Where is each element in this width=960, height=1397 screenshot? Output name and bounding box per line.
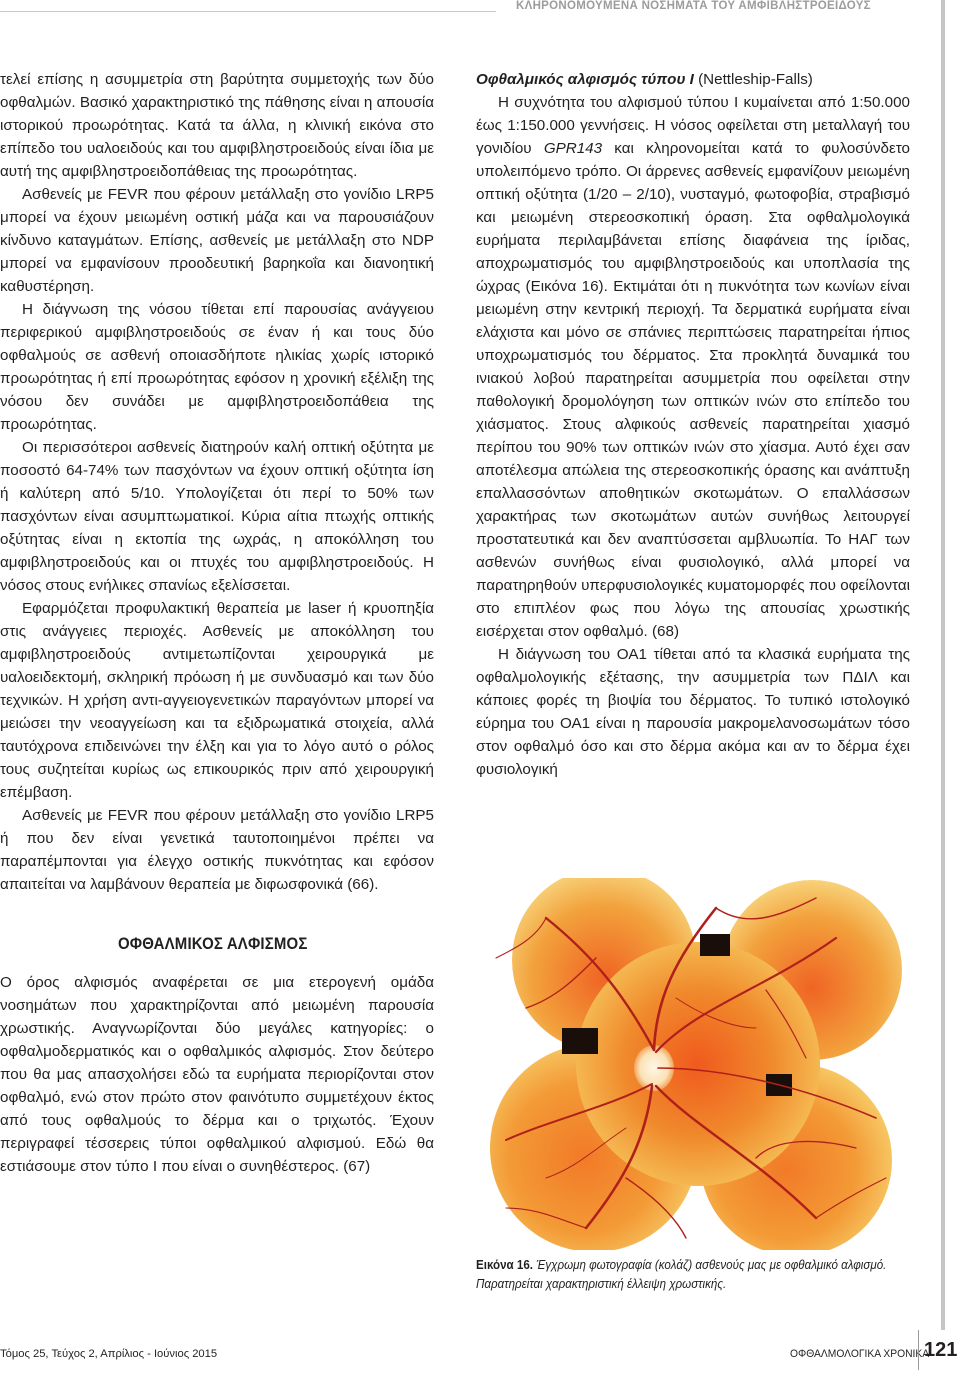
figure-label: Εικόνα 16.	[476, 1258, 533, 1272]
paragraph: Ο όρος αλφισμός αναφέρεται σε μια ετερογενή ομάδα νοσημάτων που χαρακτηρίζονται από μειωμένη παρουσία χρωστικής. Αναγνωρίζονται δύο μεγάλες κατηγορίες: ο οφθαλμοδερματικός και ο οφθαλμικός αλφισμός. Στον δεύτερο που θα μας απασχολήσει εδώ τα ευρήματα περιορίζονται στον οφθαλμό, ενώ στον πρώτο στον φαινότυπο συμμετέχουν έκτος από τους οφθαλμούς το δέρμα και ο τριχωτός. Έχουν περιγραφεί τέσσερεις τύποι οφθαλμικού αλφισμού. Εδώ θα εστιάσουμε στον τύπο I που είναι ο συνηθέστερος. (67)	[0, 974, 434, 1175]
paragraph: τελεί επίσης η ασυμμετρία στη βαρύτητα συμμετοχής των δύο οφθαλμών. Βασικό χαρακτηριστικό της πάθησης είναι η απουσία ιστορικού προωρότητας. Κατά τα άλλα, η κλινική εικόνα στο επίπεδο του υαλοειδούς και του αμφιβληστροειδούς είναι ίδια με αυτή της αμφιβληστροειδοπάθειας της προωρότητας.	[0, 71, 434, 180]
volume-info: Τόμος 25, Τεύχος 2, Απρίλιος - Ιούνιος 2015	[0, 1348, 218, 1360]
right-column	[476, 68, 910, 781]
figure-caption-text: Έγχρωμη φωτογραφία (κολάζ) ασθενούς μας με οφθαλμικό αλφισμό. Παρατηρείται χαρακτηριστική έλλειψη χρωστικής.	[476, 1258, 887, 1291]
figure-caption	[476, 1256, 927, 1294]
paragraph: Εφαρμόζεται προφυλακτική θεραπεία με laser ή κρυοπηξία στις ανάγγειες περιοχές. Ασθενείς με αποκόλληση του αμφιβληστροειδούς αντιμετωπίζονται χειρουργικά με υαλοειδεκτομή, σκληρική πρόωση ή με συνδυασμό και των δύο τεχνικών. Η χρήση αντι-αγγειογενετικών παραγόντων μπορεί να μειώσει την νεοαγγείωση και τα εξιδρωματικά στοιχεία, αλλά ταυτόχρονα επιδεινώνει την έλξη και για το λόγο αυτό ο ρόλος τους συζητείται κυρίως ως επικουρικός πριν από χειρουργική επέμβαση.	[0, 600, 434, 801]
page-footer	[0, 1330, 960, 1397]
subsection-heading	[476, 68, 910, 91]
paragraph: Οι περισσότεροι ασθενείς διατηρούν καλή οπτική οξύτητα με ποσοστό 64-74% των πασχόντων να έχουν οπτική οξύτητα ίση ή καλύτερη από 5/10. Υπολογίζεται ότι περί το 50% των πασχόντων είναι ασυμπτωματικοί. Κύρια αίτια πτωχής οπτικής οξύτητας είναι η εκτοπία της ωχράς, η αποκόλληση του αμφιβληστροειδούς και οι πτυχές του αμφιβληστροειδούς. Η νόσος στους ενήλικες σπανίως εξελίσσεται.	[0, 439, 434, 594]
paragraph-text: και κληρονομείται κατά το φυλοσύνδετο υπολειπόμενο τρόπο. Οι άρρενες ασθενείς εμφανίζουν μειωμένη οπτική οξύτητα (1/20 – 2/10), νυσταγμό, φωτοφοβία, στραβισμό και μειωμένη στερεοσκοπική όραση. Στα οφθαλμολογικά ευρήματα περιλαμβάνεται επίσης διαφάνεια της ίριδας, αποχρωματισμός του αμφιβληστροειδούς και υποπλασία της ώχρας (Εικόνα 16). Εκτιμάται ότι η πυκνότητα των κωνίων είναι μειωμένη στην κεντρική περιοχή. Τα δερματικά ευρήματα είναι ελάχιστα και μόνο σε σπάνιες περιπτώσεις παρατηρείται ήπιος υποχρωματισμός του δέρματος. Στα προκλητά δυναμικά του ινιακού λοβού παρατηρείται ασυμμετρία που οφείλεται στην παθολογική δρομολόγηση των οπτικών ινών στο επίπεδο του χιάσματος. Στους αλφικούς ασθενείς παρατηρείται χιασμό περίπου του 90% των οπτικών ινών στο χίασμα. Αυτό έχει σαν αποτέλεσμα απώλεια της στερεοσκοπικής όρασης και ανάπτυξη επαλλασσόντων αποθητικών σκοτωμάτων. Ο επαλλάσσων χαρακτήρας των σκοτωμάτων αυτών συνήθως λειτουργεί προστατευτικά και δεν αναπτύσσεται αμβλυωπία. Το ΗΑΓ των ασθενών συνήθως είναι φυσιολογικό, αλλά μπορεί να παρατηρηθούν υπερφυσιολογικές κυματομορφές που οφείλονται στο επιπλέον φως που λόγω της απουσίας χρωστικής εισέρχεται στον οφθαλμό. (68)	[476, 140, 910, 640]
page-number-divider	[918, 1330, 919, 1370]
paragraph: Ασθενείς με FEVR που φέρουν μετάλλαξη στο γονίδιο LRP5 μπορεί να έχουν μειωμένη οστική μάζα και να παρουσιάζουν κίνδυνο καταγμάτων. Επίσης, ασθενείς με μετάλλαξη στο NDP μπορεί να εμφανίσουν προοδευτική βαρηκοΐα και διανοητική καθυστέρηση.	[0, 186, 434, 295]
collage-dark-block	[562, 1028, 598, 1054]
running-header	[0, 0, 960, 26]
paragraph: Η διάγνωση του ΟΑ1 τίθεται από τα κλασικά ευρήματα της οφθαλμολογικής εξέτασης, την ασυμμετρία των ΠΔΙΛ και κάποιες φορές τη βιοψία του δέρματος. Το τυπικό ιστολογικό εύρημα του ΟΑ1 είναι η παρουσία μακρομελανοσωμάτων τόσο στον οφθαλμό όσο και στο δέρμα ακόμα και αν το δέρμα έχει φυσιολογική	[476, 646, 910, 778]
paragraph: Η διάγνωση της νόσου τίθεται επί παρουσίας ανάγγειου περιφερικού αμφιβληστροειδούς σε έναν ή και τους δύο οφθαλμούς σε ασθενή οποιασδήποτε ηλικίας χωρίς ιστορικό προωρότητας ή επί προωρότητας εφόσον η χρονική εξέλιξη της νόσου δεν συνάδει με αμφιβληστροειδοπάθεια της προωρότητας.	[0, 301, 434, 433]
paragraph	[476, 91, 910, 643]
page-number: 121	[924, 1339, 958, 1361]
running-title: ΚΛΗΡΟΝΟΜΟΥΜΕΝΑ ΝΟΣΗΜΑΤΑ ΤΟΥ ΑΜΦΙΒΛΗΣΤΡΟΕΙΔΟΥΣ	[516, 0, 871, 12]
left-column	[0, 68, 434, 1178]
margin-bar	[941, 0, 945, 1330]
gene-name: GPR143	[543, 140, 603, 157]
header-rule	[0, 11, 496, 12]
fundus-tile-center	[576, 942, 820, 1186]
journal-name: ΟΦΘΑΛΜΟΛΟΓΙΚΑ ΧΡΟΝΙΚΑ	[790, 1348, 930, 1360]
fundus-collage-figure	[476, 878, 928, 1250]
subsection-eponym: (Nettleship-Falls)	[693, 71, 813, 88]
collage-dark-block	[700, 934, 730, 956]
paragraph-text: Η συχνότητα του αλφισμού τύπου I κυμαίνεται από 1:50.000 έως 1:150.000 γεννήσεις. Η νόσος οφείλεται στη μεταλλαγή του γονιδίου	[476, 94, 910, 157]
subsection-title: Οφθαλμικός αλφισμός τύπου I	[476, 71, 694, 88]
paragraph: Ασθενείς με FEVR που φέρουν μετάλλαξη στο γονίδιο LRP5 ή που δεν είναι γενετικά ταυτοποιημένοι πρέπει να παραπέμπονται για έλεγχο οστικής πυκνότητας και εφόσον απαιτείται να λαμβάνουν θεραπεία με διφωσφονικά (66).	[0, 807, 434, 893]
section-heading: ΟΦΘΑΛΜΙΚΟΣ ΑΛΦΙΣΜΟΣ	[118, 934, 308, 953]
